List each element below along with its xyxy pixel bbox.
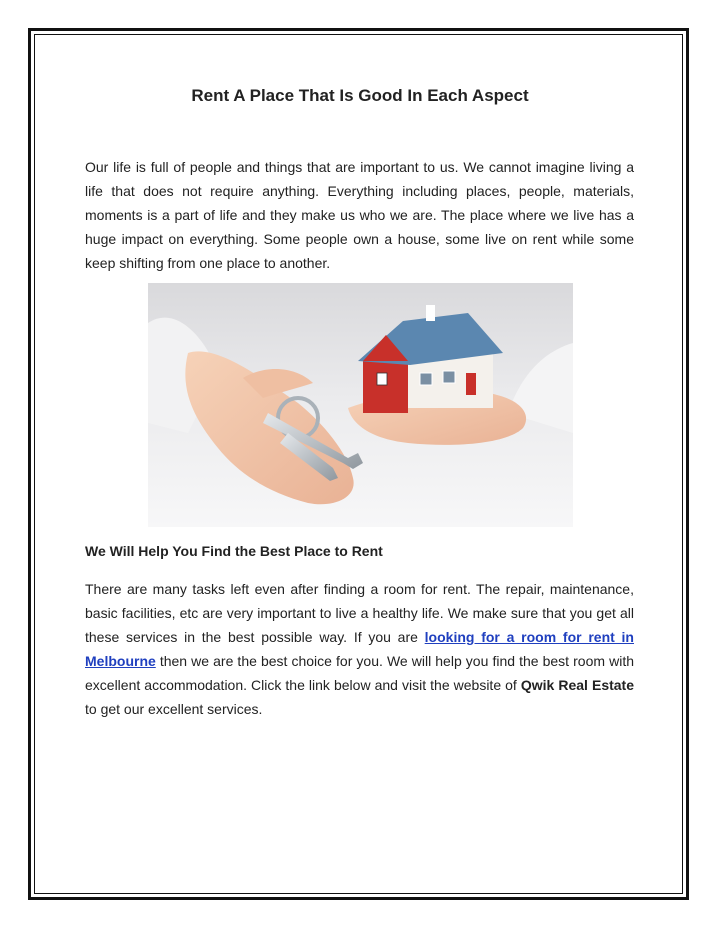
intro-paragraph: Our life is full of people and things that are important to us. We cannot imagine living a life that does not require anything. Everything including places, people, materials, moments is a part of life and they make us who we are. The place where we live has a huge impact on everything. Some people own a house, some live on rent while some keep shifting from one place to another. [85,159,634,271]
room-for-rent-link[interactable]: looking for a room for rent in Melbourne [85,629,634,669]
body-text-part2: then we are the best choice for you. We will help you find the best room with excellent accommodation. Click the link below and visit the website of [85,653,634,693]
body-text-part1: There are many tasks left even after finding a room for rent. The repair, maintenance, basic facilities, etc are very important to live a healthy life. We make sure that you get all these services in the best possible way. If you are [85,581,634,645]
house-wall-red [363,358,408,413]
brand-name: Qwik Real Estate [520,677,635,693]
house-window-3 [443,371,455,383]
house-door [466,373,476,395]
body-text-part3: to get our excellent services. [85,701,263,717]
house-chimney [426,305,435,321]
section-heading: We Will Help You Find the Best Place to Rent [85,543,383,559]
body-paragraph [85,577,634,721]
house-window-1 [377,373,387,385]
page-title: Rent A Place That Is Good In Each Aspect [191,86,529,105]
house-window-2 [420,373,432,385]
hand-holding-house-photo [148,283,573,527]
